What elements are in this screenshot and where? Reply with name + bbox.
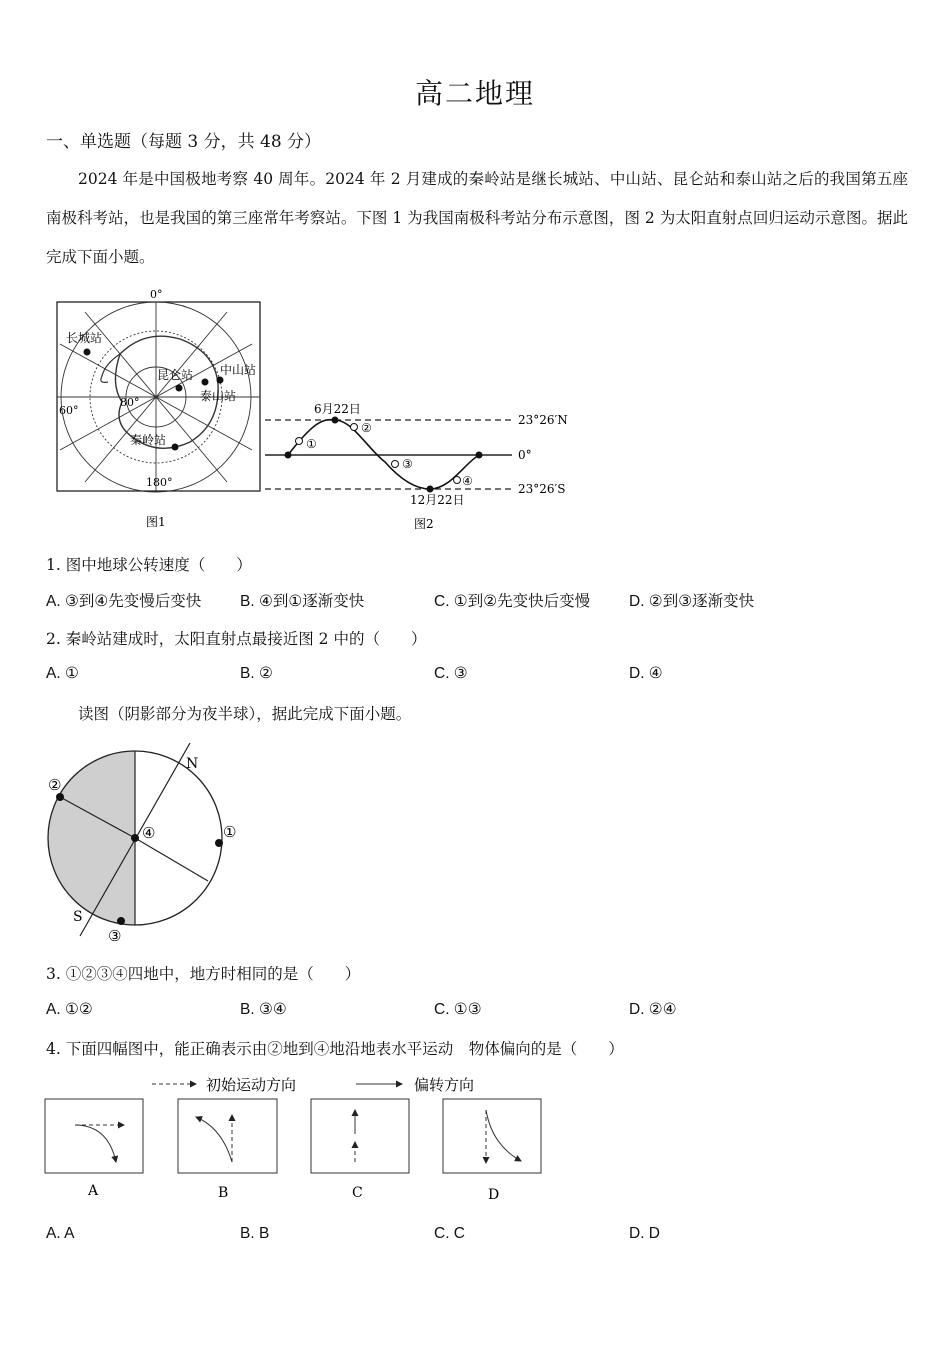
legend-initial: 初始运动方向 xyxy=(206,1076,297,1094)
fig1-lon-0: 0° xyxy=(150,288,163,301)
lead-text: 读图（阴影部分为夜半球），据此完成下面小题。 xyxy=(78,705,412,723)
figure-1-2 xyxy=(50,284,580,536)
path-mark-ring xyxy=(351,424,358,431)
legend-deflect: 偏转方向 xyxy=(414,1076,475,1094)
option-4a[interactable]: A. A xyxy=(46,1225,75,1242)
question-num: 4. xyxy=(46,1040,61,1058)
section-heading: 一、单选题（每题 3 分，共 48 分） xyxy=(46,132,322,152)
option-3c[interactable]: C. ①③ xyxy=(434,1001,482,1018)
station-taishan-dot xyxy=(202,379,209,386)
box-c-label: C xyxy=(352,1185,363,1201)
globe-north: N xyxy=(186,756,199,772)
path-mark-ring xyxy=(454,477,461,484)
box-a-curve xyxy=(75,1125,116,1162)
station-kunlun-dot xyxy=(176,385,183,392)
option-1a[interactable]: A. ③到④先变慢后变快 xyxy=(46,593,202,610)
station-zhongshan-dot xyxy=(217,377,224,384)
box-a xyxy=(45,1099,143,1173)
fig2-mark-2: ② xyxy=(361,421,372,435)
deflection-figure xyxy=(40,1070,550,1210)
point-1 xyxy=(215,839,223,847)
station-label: 长城站 xyxy=(66,331,103,345)
fig1-lon-60: 60° xyxy=(59,404,79,417)
globe-mark-4: ④ xyxy=(142,824,156,842)
path-mark-ring xyxy=(392,461,399,468)
box-d-curve xyxy=(486,1110,521,1161)
box-a-label: A xyxy=(88,1183,99,1199)
globe-mark-3: ③ xyxy=(108,927,122,945)
box-d-label: D xyxy=(488,1187,500,1203)
globe-mark-1: ① xyxy=(223,823,237,841)
box-d xyxy=(443,1099,541,1173)
path-point xyxy=(332,417,339,424)
point-4 xyxy=(131,834,139,842)
fig1-lon-180: 180° xyxy=(146,476,173,489)
path-point xyxy=(285,452,292,459)
fig2-dec-label: 12月22日 xyxy=(410,493,465,507)
station-qinling-dot xyxy=(172,444,179,451)
option-1b[interactable]: B. ④到①逐渐变快 xyxy=(240,593,365,610)
option-3b[interactable]: B. ③④ xyxy=(240,1001,287,1018)
latitude-line xyxy=(135,838,208,881)
box-c xyxy=(311,1099,409,1173)
fig2-mark-4: ④ xyxy=(462,474,473,488)
question-text: ①②③④四地中，地方时相同的是（ ） xyxy=(65,965,361,983)
globe-figure xyxy=(40,738,260,950)
option-1d[interactable]: D. ②到③逐渐变快 xyxy=(629,593,755,610)
station-label: 泰山站 xyxy=(200,389,237,403)
question-num: 2. xyxy=(46,630,61,648)
station-label: 昆仑站 xyxy=(157,368,194,382)
point-2 xyxy=(56,793,64,801)
option-1c[interactable]: C. ①到②先变快后变慢 xyxy=(434,593,591,610)
question-4 xyxy=(46,1037,624,1059)
point-3 xyxy=(117,917,125,925)
intro-paragraph: 2024 年是中国极地考察 40 周年。2024 年 2 月建成的秦岭站是继长城站、中山站、昆仑站和泰山站之后的我国第五座南极科考站，也是我国的第三座常年考察站。下图 1 为我国南极科考站分布示意图，图 2 为太阳直射点回归运动示意图。据此完成下面小题。 xyxy=(46,170,908,266)
option-2d[interactable]: D. ④ xyxy=(629,665,663,682)
globe-south: S xyxy=(73,909,83,925)
box-b-label: B xyxy=(218,1185,229,1201)
path-point xyxy=(427,486,434,493)
page-title: 高二地理 xyxy=(414,77,535,110)
question-text: 下面四幅图中，能正确表示由②地到④地沿地表水平运动 物体偏向的是（ ） xyxy=(65,1040,624,1058)
fig1-lat-80: 80° xyxy=(120,396,140,409)
fig2-north-label: 23°26′N xyxy=(518,413,568,427)
option-2b[interactable]: B. ② xyxy=(240,665,273,682)
option-3d[interactable]: D. ②④ xyxy=(629,1001,677,1018)
fig2-mark-1: ① xyxy=(306,437,317,451)
fig2-south-label: 23°26′S xyxy=(518,482,566,496)
globe-mark-2: ② xyxy=(48,776,62,794)
box-b-curve xyxy=(196,1117,232,1162)
option-4c[interactable]: C. C xyxy=(434,1225,465,1242)
station-label: 秦岭站 xyxy=(130,433,167,447)
fig1-caption: 图1 xyxy=(146,515,166,529)
fig2-mark-3: ③ xyxy=(402,457,413,471)
option-4b[interactable]: B. B xyxy=(240,1225,270,1242)
question-2 xyxy=(46,627,426,649)
fig2-equator-label: 0° xyxy=(518,448,532,462)
option-4d[interactable]: D. D xyxy=(629,1225,660,1242)
option-2c[interactable]: C. ③ xyxy=(434,665,468,682)
fig2-caption: 图2 xyxy=(414,517,434,531)
question-text: 图中地球公转速度（ ） xyxy=(65,556,252,574)
station-label: 中山站 xyxy=(220,363,257,377)
box-b xyxy=(178,1099,277,1173)
fig2-jun-label: 6月22日 xyxy=(314,402,361,416)
path-mark-ring xyxy=(296,438,303,445)
station-changcheng-dot xyxy=(84,349,91,356)
question-num: 3. xyxy=(46,965,61,983)
question-text: 秦岭站建成时，太阳直射点最接近图 2 中的（ ） xyxy=(65,630,427,648)
question-num: 1. xyxy=(46,556,61,574)
question-1 xyxy=(46,553,252,575)
option-3a[interactable]: A. ①② xyxy=(46,1001,93,1018)
question-3 xyxy=(46,962,360,984)
option-2a[interactable]: A. ① xyxy=(46,665,79,682)
path-point xyxy=(476,452,483,459)
